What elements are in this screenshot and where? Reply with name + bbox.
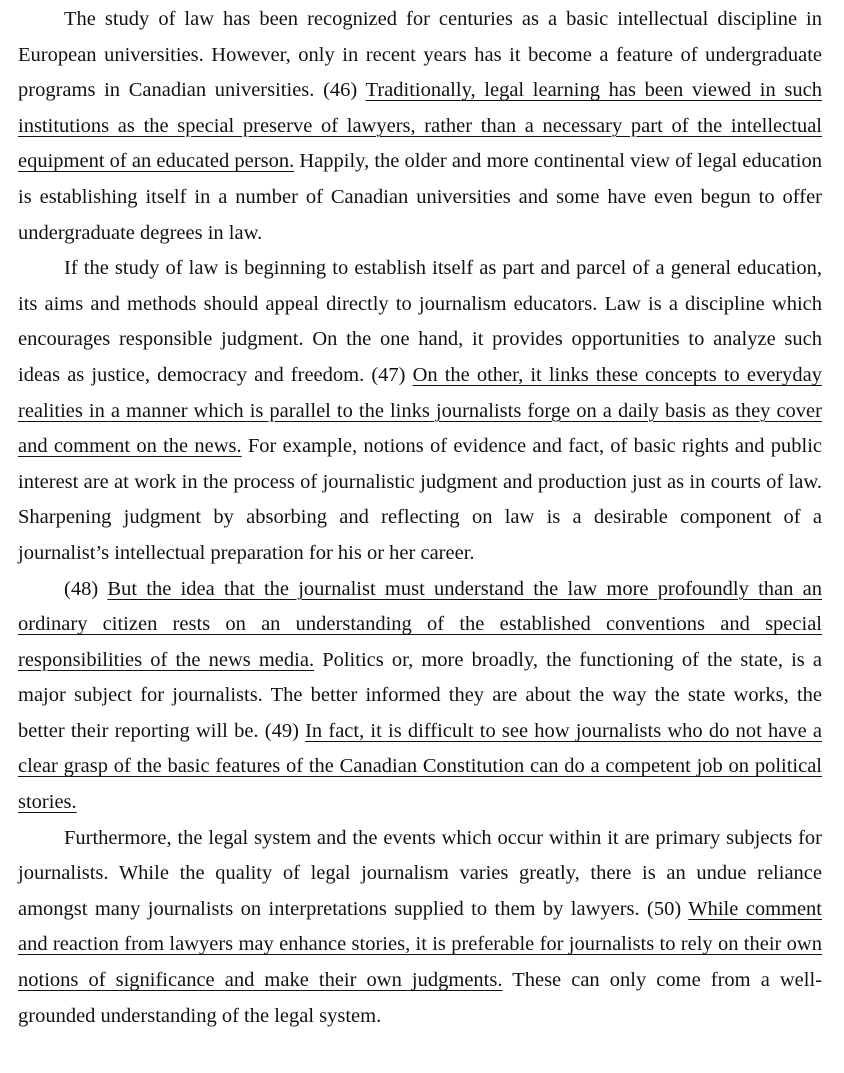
passage-text: Happily, the older and more continental view of legal education is establishing itself in a number of Canadian universities and some have even begun to offer undergraduate degrees in law. (18, 150, 822, 244)
paragraph-2 (18, 251, 822, 571)
underlined-sentence-47: On the other, it links these concepts to everyday realities in a manner which is parallel to the links journalists forge on a daily basis as they cover and comment on the news. (18, 363, 822, 458)
paragraph-3 (18, 572, 822, 821)
paragraph-1 (18, 2, 822, 251)
passage-text: (48) (64, 577, 108, 600)
reading-passage (18, 2, 822, 1034)
passage-text: For example, notions of evidence and fact, of basic rights and public interest are at work in the process of journalistic judgment and production just as in courts of law. Sharpening judgment by absorbing and reflecting on law is a desirable component of a journalist’s intellectual preparation for his or her career. (18, 435, 822, 564)
underlined-sentence-46: Traditionally, legal learning has been viewed in such institutions as the special preserve of lawyers, rather than a necessary part of the intellectual equipment of an educated person. (18, 79, 822, 173)
passage-text: The study of law has been recognized for centuries as a basic intellectual discipline in European universities. However, only in recent years has it become a feature of undergraduate programs in Canadian universities. (46) (18, 8, 822, 102)
underlined-sentence-50: While comment and reaction from lawyers may enhance stories, it is preferable for journalists to rely on their own notions of significance and make their own judgments. (18, 897, 823, 992)
underlined-sentence-49: In fact, it is difficult to see how journalists who do not have a clear grasp of the basic features of the Canadian Constitution can do a competent job on political stories. (18, 719, 822, 814)
passage-text: Politics or, more broadly, the functioning of the state, is a major subject for journalists. The better informed they are about the way the state works, the better their reporting will be. (49) (18, 648, 822, 742)
passage-text: These can only come from a well-grounded understanding of the legal system. (18, 969, 823, 1027)
passage-text: Furthermore, the legal system and the events which occur within it are primary subjects for journalists. While the quality of legal journalism varies greatly, there is an undue reliance amongst many journalists on interpretations supplied to them by lawyers. (50) (18, 826, 822, 920)
underlined-sentence-48: But the idea that the journalist must understand the law more profoundly than an ordinary citizen rests on an understanding of the established conventions and special responsibilities of the news media. (18, 577, 822, 671)
passage-text: If the study of law is beginning to establish itself as part and parcel of a general education, its aims and methods should appeal directly to journalism educators. Law is a discipline which encourages responsible judgment. On the one hand, it provides opportunities to analyze such ideas as justice, democracy and freedom. (47) (18, 257, 822, 386)
paragraph-4 (18, 821, 822, 1035)
